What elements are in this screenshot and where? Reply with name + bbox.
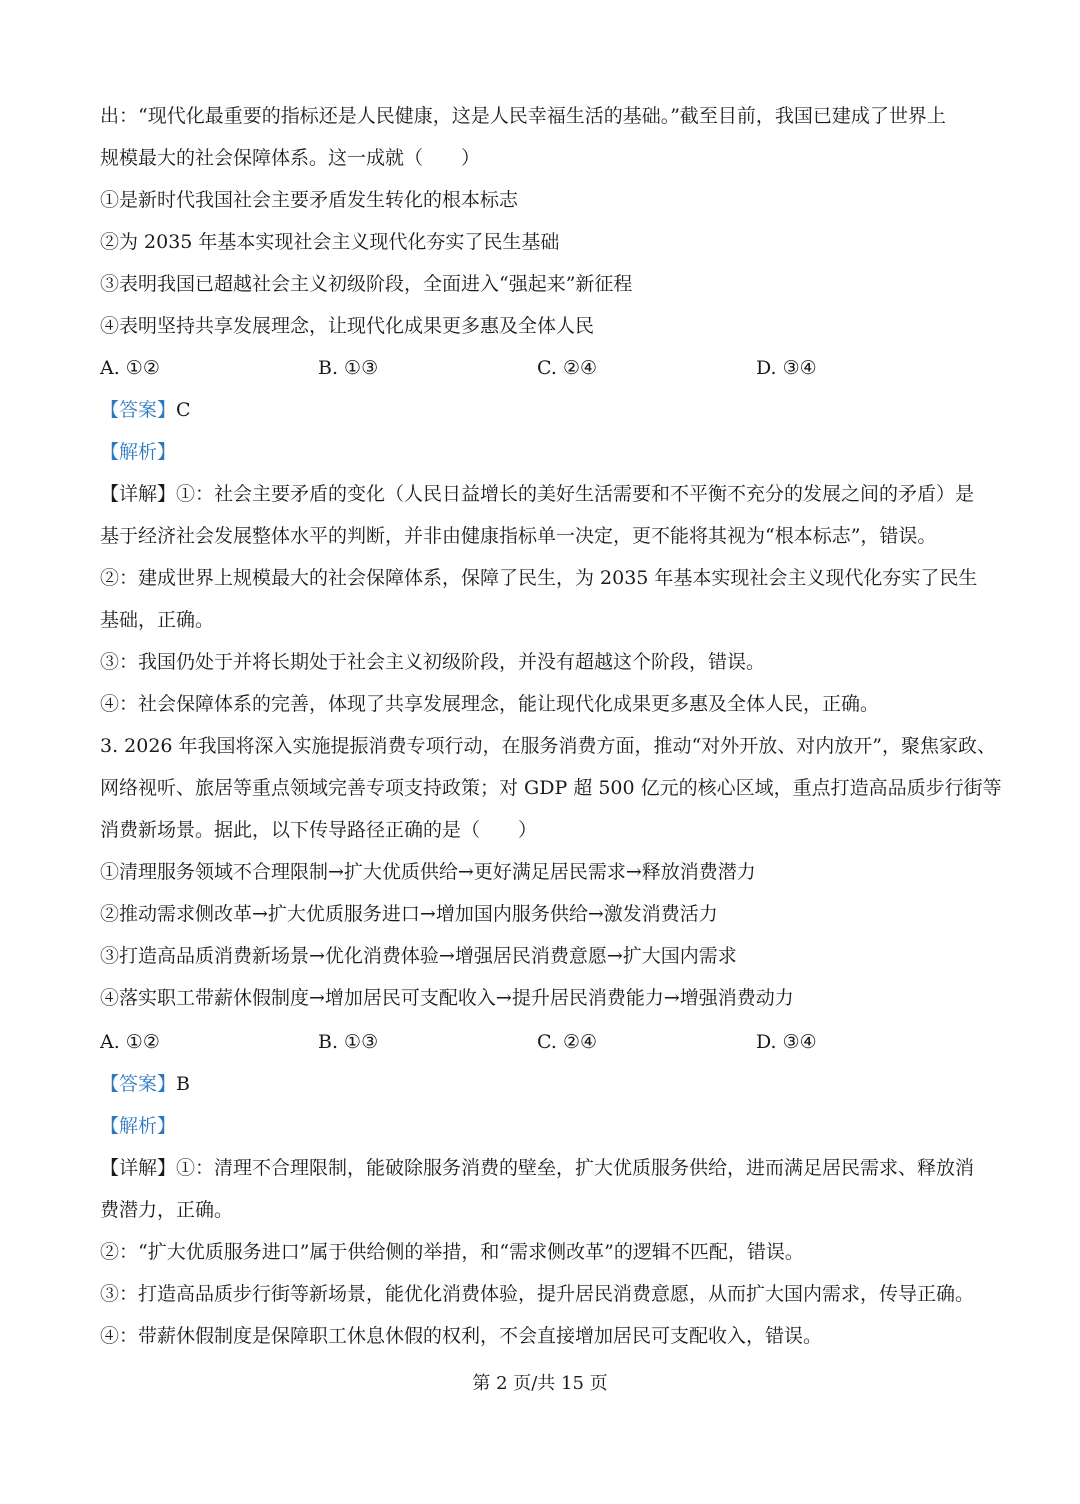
detail-text: ①：社会主要矛盾的变化（人民日益增长的美好生活需要和不平衡不充分的发展之间的矛盾）是	[176, 483, 975, 505]
q3-option-b: B. ①③	[318, 1031, 379, 1053]
q3-statement: ④落实职工带薪休假制度→增加居民可支配收入→提升居民消费能力→增强消费动力	[100, 987, 794, 1009]
q2-option-a: A. ①②	[100, 357, 160, 379]
answer-tag: 【答案】	[100, 399, 177, 421]
q2-detail-line: 基础，正确。	[100, 609, 215, 631]
q3-stem-line: 3. 2026 年我国将深入实施提振消费专项行动，在服务消费方面，推动“对外开放、对内放开”，聚焦家政、	[100, 735, 996, 757]
q2-option-d: D. ③④	[756, 357, 817, 379]
q2-statement: ④表明坚持共享发展理念，让现代化成果更多惠及全体人民	[100, 315, 595, 337]
q2-statement: ③表明我国已超越社会主义初级阶段，全面进入“强起来”新征程	[100, 273, 633, 295]
q3-statement: ②推动需求侧改革→扩大优质服务进口→增加国内服务供给→激发消费活力	[100, 903, 718, 925]
q3-analysis-tag: 【解析】	[100, 1115, 177, 1137]
page-footer: 第 2 页/共 15 页	[472, 1373, 608, 1394]
q2-statement: ①是新时代我国社会主要矛盾发生转化的根本标志	[100, 189, 519, 211]
detail-tag: 【详解】	[100, 1157, 177, 1179]
q3-statement: ③打造高品质消费新场景→优化消费体验→增强居民消费意愿→扩大国内需求	[100, 945, 737, 967]
q2-analysis-tag: 【解析】	[100, 441, 177, 463]
answer-tag: 【答案】	[100, 1073, 177, 1095]
detail-text: ①：清理不合理限制，能破除服务消费的壁垒，扩大优质服务供给，进而满足居民需求、释放消	[176, 1157, 975, 1179]
q3-answer	[100, 1072, 980, 1096]
q3-detail-line: 费潜力，正确。	[100, 1199, 234, 1221]
detail-tag: 【详解】	[100, 483, 177, 505]
q3-option-a: A. ①②	[100, 1031, 160, 1053]
q3-detail-line: ③：打造高品质步行街等新场景，能优化消费体验，提升居民消费意愿，从而扩大国内需求，传导正确。	[100, 1283, 975, 1305]
q2-detail-line: 基于经济社会发展整体水平的判断，并非由健康指标单一决定，更不能将其视为“根本标志”，错误。	[100, 525, 937, 547]
q3-detail-line	[100, 1156, 980, 1180]
answer-value: C	[176, 399, 191, 421]
q3-stem-line: 网络视听、旅居等重点领域完善专项支持政策；对 GDP 超 500 亿元的核心区域，重点打造高品质步行街等	[100, 777, 1002, 799]
q3-option-c: C. ②④	[537, 1031, 598, 1053]
q2-detail-line: ③：我国仍处于并将长期处于社会主义初级阶段，并没有超越这个阶段，错误。	[100, 651, 766, 673]
q3-option-d: D. ③④	[756, 1031, 817, 1053]
q2-stem-line: 规模最大的社会保障体系。这一成就（ ）	[100, 147, 481, 169]
q3-detail-line: ②：“扩大优质服务进口”属于供给侧的举措，和“需求侧改革”的逻辑不匹配，错误。	[100, 1241, 804, 1263]
q2-detail-line	[100, 482, 980, 506]
answer-value: B	[176, 1073, 190, 1095]
q3-statement: ①清理服务领域不合理限制→扩大优质供给→更好满足居民需求→释放消费潜力	[100, 861, 756, 883]
q2-option-b: B. ①③	[318, 357, 379, 379]
q2-statement: ②为 2035 年基本实现社会主义现代化夯实了民生基础	[100, 231, 560, 253]
q3-detail-line: ④：带薪休假制度是保障职工休息休假的权利，不会直接增加居民可支配收入，错误。	[100, 1325, 823, 1347]
q2-stem-line: 出：“现代化最重要的指标还是人民健康，这是人民幸福生活的基础。”截至目前，我国已建成了世界上	[100, 105, 946, 127]
q3-stem-line: 消费新场景。据此，以下传导路径正确的是（ ）	[100, 819, 538, 841]
q2-answer	[100, 398, 980, 422]
q2-detail-line: ②：建成世界上规模最大的社会保障体系，保障了民生，为 2035 年基本实现社会主义现代化夯实了民生	[100, 567, 978, 589]
q2-detail-line: ④：社会保障体系的完善，体现了共享发展理念，能让现代化成果更多惠及全体人民，正确。	[100, 693, 880, 715]
q2-option-c: C. ②④	[537, 357, 598, 379]
